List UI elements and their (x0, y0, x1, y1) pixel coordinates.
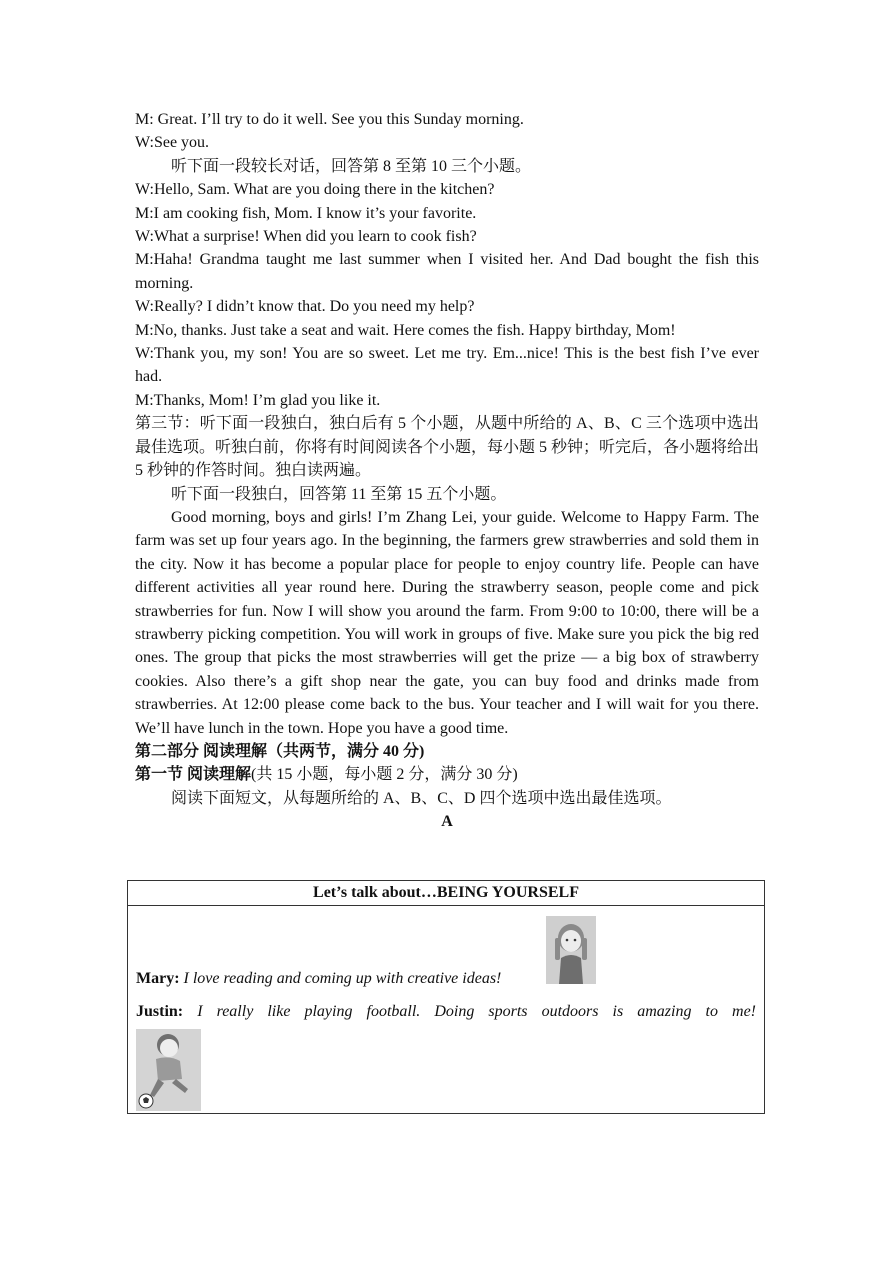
mary-name: Mary: (136, 970, 180, 987)
dialogue-line: W:What a surprise! When did you learn to cook fish? (135, 228, 477, 246)
dialogue-line: M:I am cooking fish, Mom. I know it’s your favorite. (135, 204, 477, 222)
dialogue-line: W:See you. (135, 134, 210, 152)
monologue-text: Good morning, boys and girls! I’m Zhang Lei, your guide. Welcome to Happy Farm. The farm was set up four years ago. In the beginning, the farmers grew strawberries and sold them in the city. Now it has become a popular place for people to enjoy country life. People can have different activities all year round here. During the strawberry season, people come and pick strawberries for fun. Now I will show you around the farm. From 9:00 to 10:00, there will be a strawberry picking competition. You will work in groups of five. Make sure you pick the big red ones. The group that picks the most strawberries will get the prize — a big box of strawberry cookies. Also there’s a gift shop near the gate, you can buy food and drinks made from strawberries. At 12:00 please come back to the bus. Your teacher and I will wait for you there. We’ll have lunch in the town. Hope you have a good time. (135, 508, 759, 737)
justin-quote: I really like playing football. Doing sports outdoors is amazing to me! (197, 1003, 757, 1020)
reading-instruction: 阅读下面短文，从每题所给的 A、B、C、D 四个选项中选出最佳选项。 (171, 789, 672, 807)
dialogue-line: M:Thanks, Mom! I’m glad you like it. (135, 391, 381, 409)
section-one-title (135, 763, 759, 786)
being-yourself-box (127, 880, 765, 1114)
part-two-title: 第二部分 阅读理解（共两节，满分 40 分) (135, 742, 425, 760)
dialogue-line: W:Thank you, my son! You are so sweet. Let me try. Em...nice! This is the best fish I’ve ever had. (135, 345, 759, 386)
mary-quote: I love reading and coming up with creative ideas! (183, 970, 502, 987)
box-title: Let’s talk about…BEING YOURSELF (128, 881, 764, 906)
dialogue-line: M:Haha! Grandma taught me last summer when I visited her. And Dad bought the fish this morning. (135, 251, 759, 292)
section-three-instructions: 第三节：听下面一段独白，独白后有 5 个小题，从题中所给的 A、B、C 三个选项中选出最佳选项。听独白前，你将有时间阅读各个小题，每小题 5 秒钟；听完后，各小题将给出 5 秒钟的作答时间。独白读两遍。 (135, 415, 760, 480)
dialogue-line: M: Great. I’ll try to do it well. See you this Sunday morning. (135, 111, 524, 128)
dialogue-line: W:Hello, Sam. What are you doing there in the kitchen? (135, 181, 495, 199)
section-one-bold: 第一节 阅读理解 (135, 766, 252, 784)
justin-name: Justin: (136, 1003, 184, 1020)
section-one-rest: (共 15 小题，每小题 2 分，满分 30 分) (251, 766, 518, 784)
justin-entry (136, 1000, 756, 1023)
boy-football-illustration (136, 1029, 201, 1111)
document-body (135, 108, 759, 834)
dialogue-line: W:Really? I didn’t know that. Do you need my help? (135, 298, 475, 316)
instruction-8-10: 听下面一段较长对话，回答第 8 至第 10 三个小题。 (171, 157, 532, 175)
dialogue-line: M:No, thanks. Just take a seat and wait. Here comes the fish. Happy birthday, Mom! (135, 321, 676, 339)
mary-entry (136, 967, 756, 990)
passage-label: A (441, 813, 453, 831)
instruction-11-15: 听下面一段独白，回答第 11 至第 15 五个小题。 (171, 485, 507, 503)
